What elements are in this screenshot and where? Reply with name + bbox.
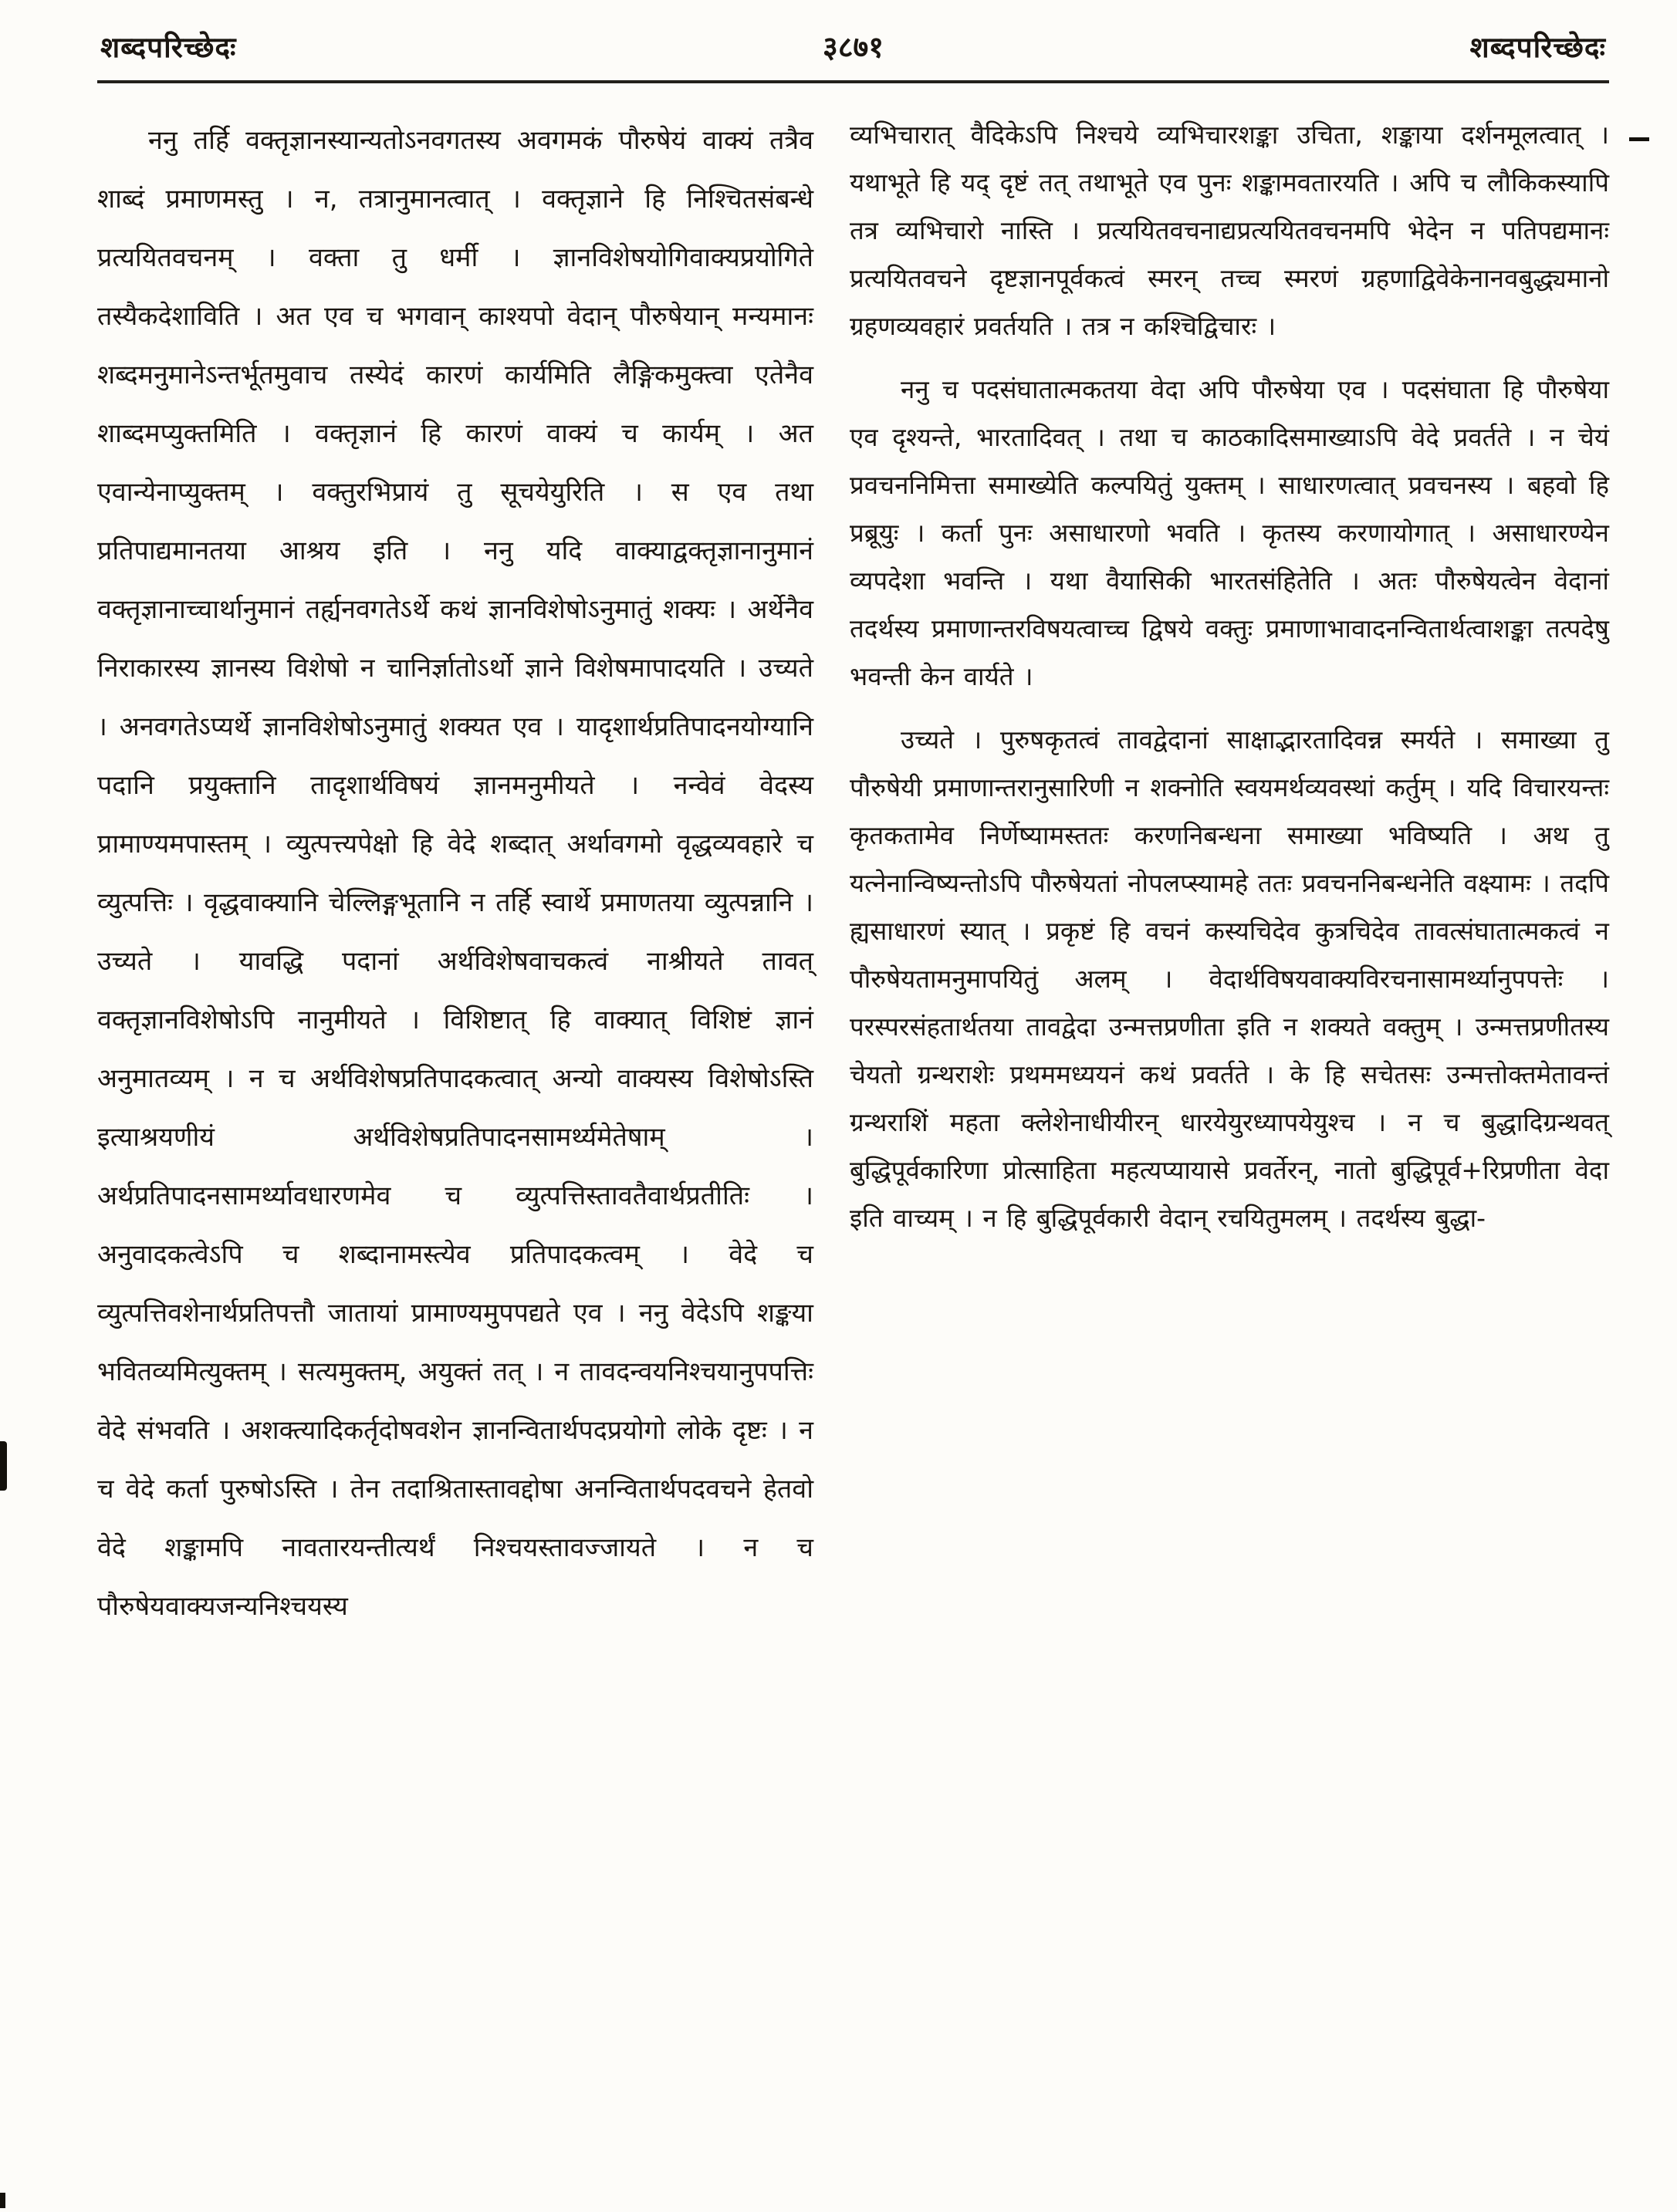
right-column [850, 111, 1609, 1258]
left-column [97, 111, 813, 1636]
text-columns [97, 111, 1609, 1636]
header-rule [97, 80, 1609, 83]
scan-artifact [1629, 137, 1649, 141]
running-title-right: शब्दपरिच्छेदः [1469, 31, 1607, 64]
running-title-left: शब्दपरिच्छेदः [100, 31, 237, 64]
scan-artifact [0, 2193, 5, 2208]
paragraph: व्यभिचारात् वैदिकेऽपि निश्चये व्यभिचारशङ्का उचिता, शङ्काया दर्शनमूलत्वात् । यथाभूते हि यद् दृष्टं तत् तथाभूते एव पुनः शङ्कामवतारयति । अपि च लौकिकस्यापि तत्र व्यभिचारो नास्ति । प्रत्ययितवचनाद्यप्रत्ययितवचनमपि भेदेन न पतिपद्यमानः प्रत्ययितवचने दृष्टज्ञानपूर्वकत्वं स्मरन् तच्च स्मरणं ग्रहणाद्विवेकेनानवबुद्ध्यमानो ग्रहणव्यवहारं प्रवर्तयति । तत्र न कश्चिद्विचारः । [850, 120, 1609, 341]
paragraph: ननु तर्हि वक्तृज्ञानस्यान्यतोऽनवगतस्य अवगमकं पौरुषेयं वाक्यं तत्रैव शाब्दं प्रमाणमस्तु । न, तत्रानुमानत्वात् । वक्तृज्ञाने हि निश्चितसंबन्धे प्रत्ययितवचनम् । वक्ता तु धर्मी । ज्ञानविशेषयोगिवाक्यप्रयोगिते तस्यैकदेशाविति । अत एव च भगवान् काश्यपो वेदान् पौरुषेयान् मन्यमानः शब्दमनुमानेऽन्तर्भूतमुवाच तस्येदं कारणं कार्यमिति लैङ्गिकमुक्त्वा एतेनैव शाब्दमप्युक्तमिति । वक्तृज्ञानं हि कारणं वाक्यं च कार्यम् । अत एवान्येनाप्युक्तम् । वक्तुरभिप्रायं तु सूचयेयुरिति । स एव तथा प्रतिपाद्यमानतया आश्रय इति । ननु यदि वाक्याद्वक्तृज्ञानानुमानं वक्तृज्ञानाच्चार्थानुमानं तर्ह्यनवगतेऽर्थे कथं ज्ञानविशेषोऽनुमातुं शक्यः । अर्थेनैव निराकारस्य ज्ञानस्य विशेषो न चानिर्ज्ञातोऽर्थो ज्ञाने विशेषमापादयति । उच्यते । अनवगतेऽप्यर्थे ज्ञानविशेषोऽनुमातुं शक्यत एव । यादृशार्थप्रतिपादनयोग्यानि पदानि प्रयुक्तानि तादृशार्थविषयं ज्ञानमनुमीयते । नन्वेवं वेदस्य प्रामाण्यमपास्तम् । व्युत्पत्त्यपेक्षो हि वेदे शब्दात् अर्थावगमो वृद्धव्यवहारे च व्युत्पत्तिः । वृद्धवाक्यानि चेल्लिङ्गभूतानि न तर्हि स्वार्थे प्रमाणतया व्युत्पन्नानि । उच्यते । यावद्धि पदानां अर्थविशेषवाचकत्वं नाश्रीयते तावत् वक्तृज्ञानविशेषोऽपि नानुमीयते । विशिष्टात् हि वाक्यात् विशिष्टं ज्ञानं अनुमातव्यम् । न च अर्थविशेषप्रतिपादकत्वात् अन्यो वाक्यस्य विशेषोऽस्ति इत्याश्रयणीयं अर्थविशेषप्रतिपादनसामर्थ्यमेतेषाम् । अर्थप्रतिपादनसामर्थ्यावधारणमेव च व्युत्पत्तिस्तावतैवार्थप्रतीतिः । अनुवादकत्वेऽपि च शब्दानामस्त्येव प्रतिपादकत्वम् । वेदे च व्युत्पत्तिवशेनार्थप्रतिपत्तौ जातायां प्रामाण्यमुपपद्यते एव । ननु वेदेऽपि शङ्कया भवितव्यमित्युक्तम् । सत्यमुक्तम्, अयुक्तं तत् । न तावदन्वयनिश्चयानुपपत्तिः वेदे संभवति । अशक्त्यादिकर्तृदोषवशेन ज्ञानन्वितार्थपदप्रयोगो लोके दृष्टः । न च वेदे कर्ता पुरुषोऽस्ति । तेन तदाश्रितास्तावद्दोषा अनन्वितार्थपदवचने हेतवो वेदे शङ्कामपि नावतारयन्तीत्यर्थं निश्चयस्तावज्जायते । न च पौरुषेयवाक्यजन्यनिश्चयस्य [97, 125, 813, 1622]
page-number: ३८७१ [822, 30, 884, 64]
scan-artifact [0, 1441, 7, 1491]
paragraph: ननु च पदसंघातात्मकतया वेदा अपि पौरुषेया एव । पदसंघाता हि पौरुषेया एव दृश्यन्ते, भारतादिवत् । तथा च काठकादिसमाख्याऽपि वेदे प्रवर्तते । न चेयं प्रवचननिमित्ता समाख्येति कल्पयितुं युक्तम् । साधारणत्वात् प्रवचनस्य । बहवो हि प्रब्रूयुः । कर्ता पुनः असाधारणो भवति । कृतस्य करणायोगात् । असाधारण्येन व्यपदेशा भवन्ति । यथा वैयासिकी भारतसंहितेति । अतः पौरुषेयत्वेन वेदानां तदर्थस्य प्रमाणान्तरविषयत्वाच्च द्विषये वक्तुः प्रमाणाभावादनन्वितार्थत्वाशङ्का तत्पदेषु भवन्ती केन वार्यते । [850, 374, 1609, 691]
page-header [97, 26, 1609, 66]
paragraph: उच्यते । पुरुषकृतत्वं तावद्वेदानां साक्षाद्भारतादिवन्न स्मर्यते । समाख्या तु पौरुषेयी प्रमाणान्तरानुसारिणी न शक्नोति स्वयमर्थव्यवस्थां कर्तुम् । यदि विचारयन्तः कृतकतामेव निर्णेष्यामस्ततः करणनिबन्धना समाख्या भविष्यति । अथ तु यत्नेनान्विष्यन्तोऽपि पौरुषेयतां नोपलप्स्यामहे ततः प्रवचननिबन्धनेति वक्ष्यामः । तदपि ह्यसाधारणं स्यात् । प्रकृष्टं हि वचनं कस्यचिदेव कुत्रचिदेव तावत्संघातात्मकत्वं न पौरुषेयतामनुमापयितुं अलम् । वेदार्थविषयवाक्यविरचनासामर्थ्यानुपपत्तेः । परस्परसंहतार्थतया तावद्वेदा उन्मत्तप्रणीता इति न शक्यते वक्तुम् । उन्मत्तप्रणीतस्य चेयतो ग्रन्थराशेः प्रथममध्ययनं कथं प्रवर्तते । के हि सचेतसः उन्मत्तोक्तमेतावन्तं ग्रन्थराशिं महता क्लेशेनाधीयीरन् धारयेयुरध्यापयेयुश्च । न च बुद्धादिग्रन्थवत् बुद्धिपूर्वकारिणा प्रोत्साहिता महत्यप्यायासे प्रवर्तेरन्, नातो बुद्धिपूर्व+रिप्रणीता वेदा इति वाच्यम् । न हि बुद्धिपूर्वकारी वेदान् रचयितुमलम् । तदर्थस्य बुद्धा- [850, 724, 1609, 1233]
